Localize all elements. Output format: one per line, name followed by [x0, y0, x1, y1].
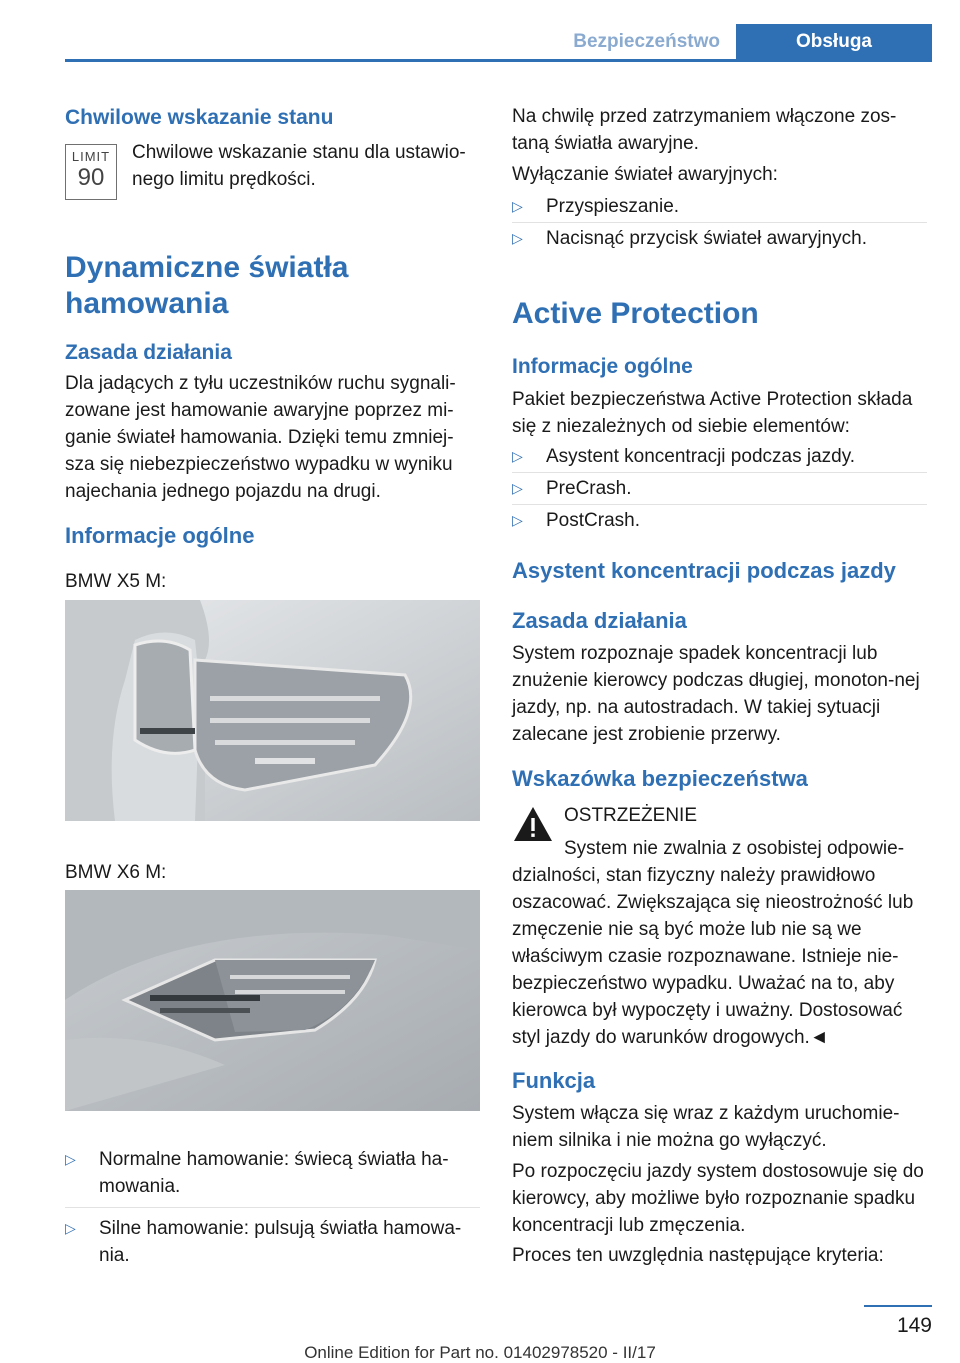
- bullet-triangle-icon: ▷: [512, 448, 523, 464]
- list-item: ▷ Silne hamowanie: pulsują światła hamowa-nia.: [65, 1215, 480, 1269]
- header-tab-safety[interactable]: Bezpieczeństwo: [573, 31, 720, 52]
- status-text: Chwilowe wskazanie stanu dla ustawio-nego limitu prędkości.: [132, 142, 466, 190]
- left-column: [65, 100, 485, 1280]
- brake-light-list: [65, 1146, 480, 1269]
- bullet-triangle-icon: ▷: [512, 512, 523, 528]
- right-column: [512, 100, 932, 1280]
- tail-light-x5-drawing: [65, 600, 480, 821]
- function-text-1: System włącza się wraz z każdym uruchomie-niem silnika i nie można go wyłączyć.: [512, 1103, 900, 1151]
- heading-dynamic-brake-lights: Dynamiczne światła hamowania: [65, 251, 349, 320]
- warning-label: OSTRZEŻENIE: [564, 805, 698, 826]
- bullet-triangle-icon: ▷: [65, 1151, 76, 1167]
- label-x5m: BMW X5 M:: [65, 571, 167, 592]
- principle-text: Dla jadących z tyłu uczestników ruchu sygnali-zowane jest hamowanie awaryjne poprzez mi-ganie świateł hamowania. Dzięki temu zmniej-sza się niebezpieczeństwo wypadku w wyniku najechania jednego pojazdu na drugi.: [65, 373, 456, 502]
- bullet-triangle-icon: ▷: [512, 480, 523, 496]
- bullet-triangle-icon: ▷: [65, 1220, 76, 1236]
- tail-light-x5-image: [65, 600, 480, 821]
- speed-limit-icon: LIMIT 90: [65, 144, 117, 200]
- page-number: 149: [896, 1314, 932, 1337]
- info-text: Pakiet bezpieczeństwa Active Protection składa się z niezależnych od siebie elementów:: [512, 389, 913, 437]
- heading-principle: Zasada działania: [512, 608, 687, 633]
- bullet-triangle-icon: ▷: [512, 230, 523, 246]
- list-item: ▷ Asystent koncentracji podczas jazdy.: [512, 443, 927, 473]
- heading-active-protection: Active Protection: [512, 297, 759, 330]
- function-text-2: Po rozpoczęciu jazdy system dostosowuje się do kierowcy, aby możliwe było rozpoznanie spadku koncentracji lub zmęczenia.: [512, 1161, 924, 1236]
- heading-general-info: Informacje ogólne: [65, 523, 255, 548]
- principle-text: System rozpoznaje spadek koncentracji lub znużenie kierowcy podczas długiej, monoton-nej jazdy, np. na autostradach. W takiej sytuacji zalecane jest zrobienie przerwy.: [512, 643, 920, 745]
- component-list: [512, 443, 927, 534]
- list-item: ▷ PreCrash.: [512, 475, 927, 505]
- list-item: ▷ Przyspieszanie.: [512, 193, 927, 223]
- page-header: [65, 24, 932, 62]
- list-item: ▷ Normalne hamowanie: świecą światła ha-mowania.: [65, 1146, 480, 1208]
- edition-note: Online Edition for Part no. 01402978520 - II/17: [304, 1343, 656, 1362]
- hazard-off-list: [512, 193, 927, 252]
- heading-attention-assistant: Asystent koncentracji podczas jazdy: [512, 558, 896, 583]
- bullet-triangle-icon: ▷: [512, 198, 523, 214]
- tail-light-x6-image: [65, 890, 480, 1111]
- heading-principle: Zasada działania: [65, 341, 232, 364]
- label-x6m: BMW X6 M:: [65, 862, 167, 883]
- function-text-3: Proces ten uwzględnia następujące kryteria:: [512, 1245, 884, 1266]
- hazard-lights-text: Na chwilę przed zatrzymaniem włączone zos-taną światła awaryjne.: [512, 106, 897, 154]
- heading-function: Funkcja: [512, 1068, 596, 1093]
- warning-text: System nie zwalnia z osobistej odpowie-dzialności, stan fizyczny należy prawidłowo oszacować. Zwiększająca się nieostrożność lub zmęczenie nie są być może lub nie są we właściwym czasie rozpoznawane. Istnieje nie-bezpieczeństwo wypadku. Uważać na to, aby kierowca był wypoczęty i uważny. Dostosować styl jazdy do warunków drogowych.◄: [512, 838, 914, 1048]
- list-item: ▷ PostCrash.: [512, 507, 927, 534]
- list-item: ▷ Nacisnąć przycisk świateł awaryjnych.: [512, 225, 927, 252]
- tail-light-x6-drawing: [65, 890, 480, 1111]
- footer-rule: [864, 1305, 932, 1307]
- header-rule: [65, 59, 932, 62]
- header-tab-operation[interactable]: Obsługa: [736, 24, 932, 62]
- heading-safety-note: Wskazówka bezpieczeństwa: [512, 766, 808, 791]
- section-title-status: Chwilowe wskazanie stanu: [65, 106, 334, 129]
- hazard-off-title: Wyłączanie świateł awaryjnych:: [512, 164, 778, 185]
- heading-general-info: Informacje ogólne: [512, 355, 693, 378]
